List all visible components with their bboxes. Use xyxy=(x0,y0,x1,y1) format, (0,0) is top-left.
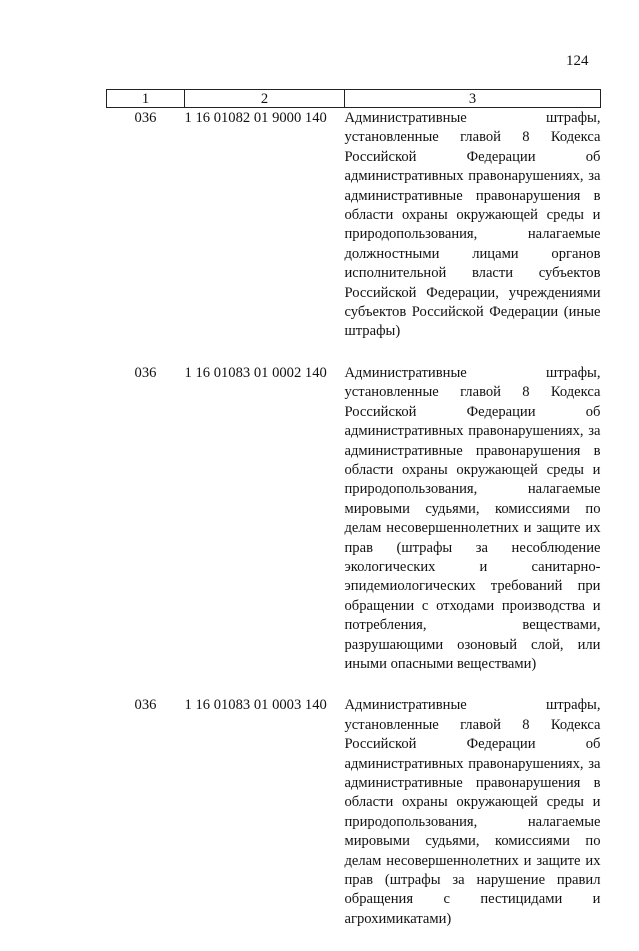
page-number: 124 xyxy=(566,53,589,69)
kbk-code-cell: 1 16 01083 01 0002 140 xyxy=(184,364,327,381)
budget-classification-table xyxy=(106,89,601,951)
table-row xyxy=(107,108,601,364)
admin-code-cell: 036 xyxy=(134,697,157,714)
description-cell: Административные штрафы, установленные главой 8 Кодекса Российской Федерации об административных правонарушениях, за административные правонарушения в области охраны окружающей среды и природопользования, налагаемые должностными лицами органов исполнительной власти субъектов Российской Федерации, учреждениями субъектов Российской Федерации (иные штрафы) xyxy=(344,110,601,340)
description-cell: Административные штрафы, установленные главой 8 Кодекса Российской Федерации об административных правонарушениях, за административные правонарушения в области охраны окружающей среды и природопользования, налагаемые мировыми судьями, комиссиями по делам несовершеннолетних и защите их прав (штрафы за несоблюдение экологических и санитарно-эпидемиологических требований при обращении с отходами производства и потребления, веществами, разрушающими озоновый слой, или иными опасными веществами) xyxy=(344,364,601,672)
admin-code-cell: 036 xyxy=(134,110,157,126)
admin-code-cell: 036 xyxy=(134,364,157,381)
column-header-2: 2 xyxy=(185,90,345,108)
column-header-1: 1 xyxy=(107,90,185,108)
kbk-code-cell: 1 16 01083 01 0003 140 xyxy=(184,697,327,714)
table-row xyxy=(107,364,601,697)
description-cell: Административные штрафы, установленные главой 8 Кодекса Российской Федерации об административных правонарушениях, за административные правонарушения в области охраны окружающей среды и природопользования, налагаемые мировыми судьями, комиссиями по делам несовершеннолетних и защите их прав (штрафы за нарушение правил обращения с пестицидами и агрохимикатами) xyxy=(344,697,601,927)
table-header-row xyxy=(107,90,601,108)
kbk-code-cell: 1 16 01082 01 9000 140 xyxy=(184,110,327,126)
table-row xyxy=(107,696,601,951)
column-header-3: 3 xyxy=(345,90,601,108)
